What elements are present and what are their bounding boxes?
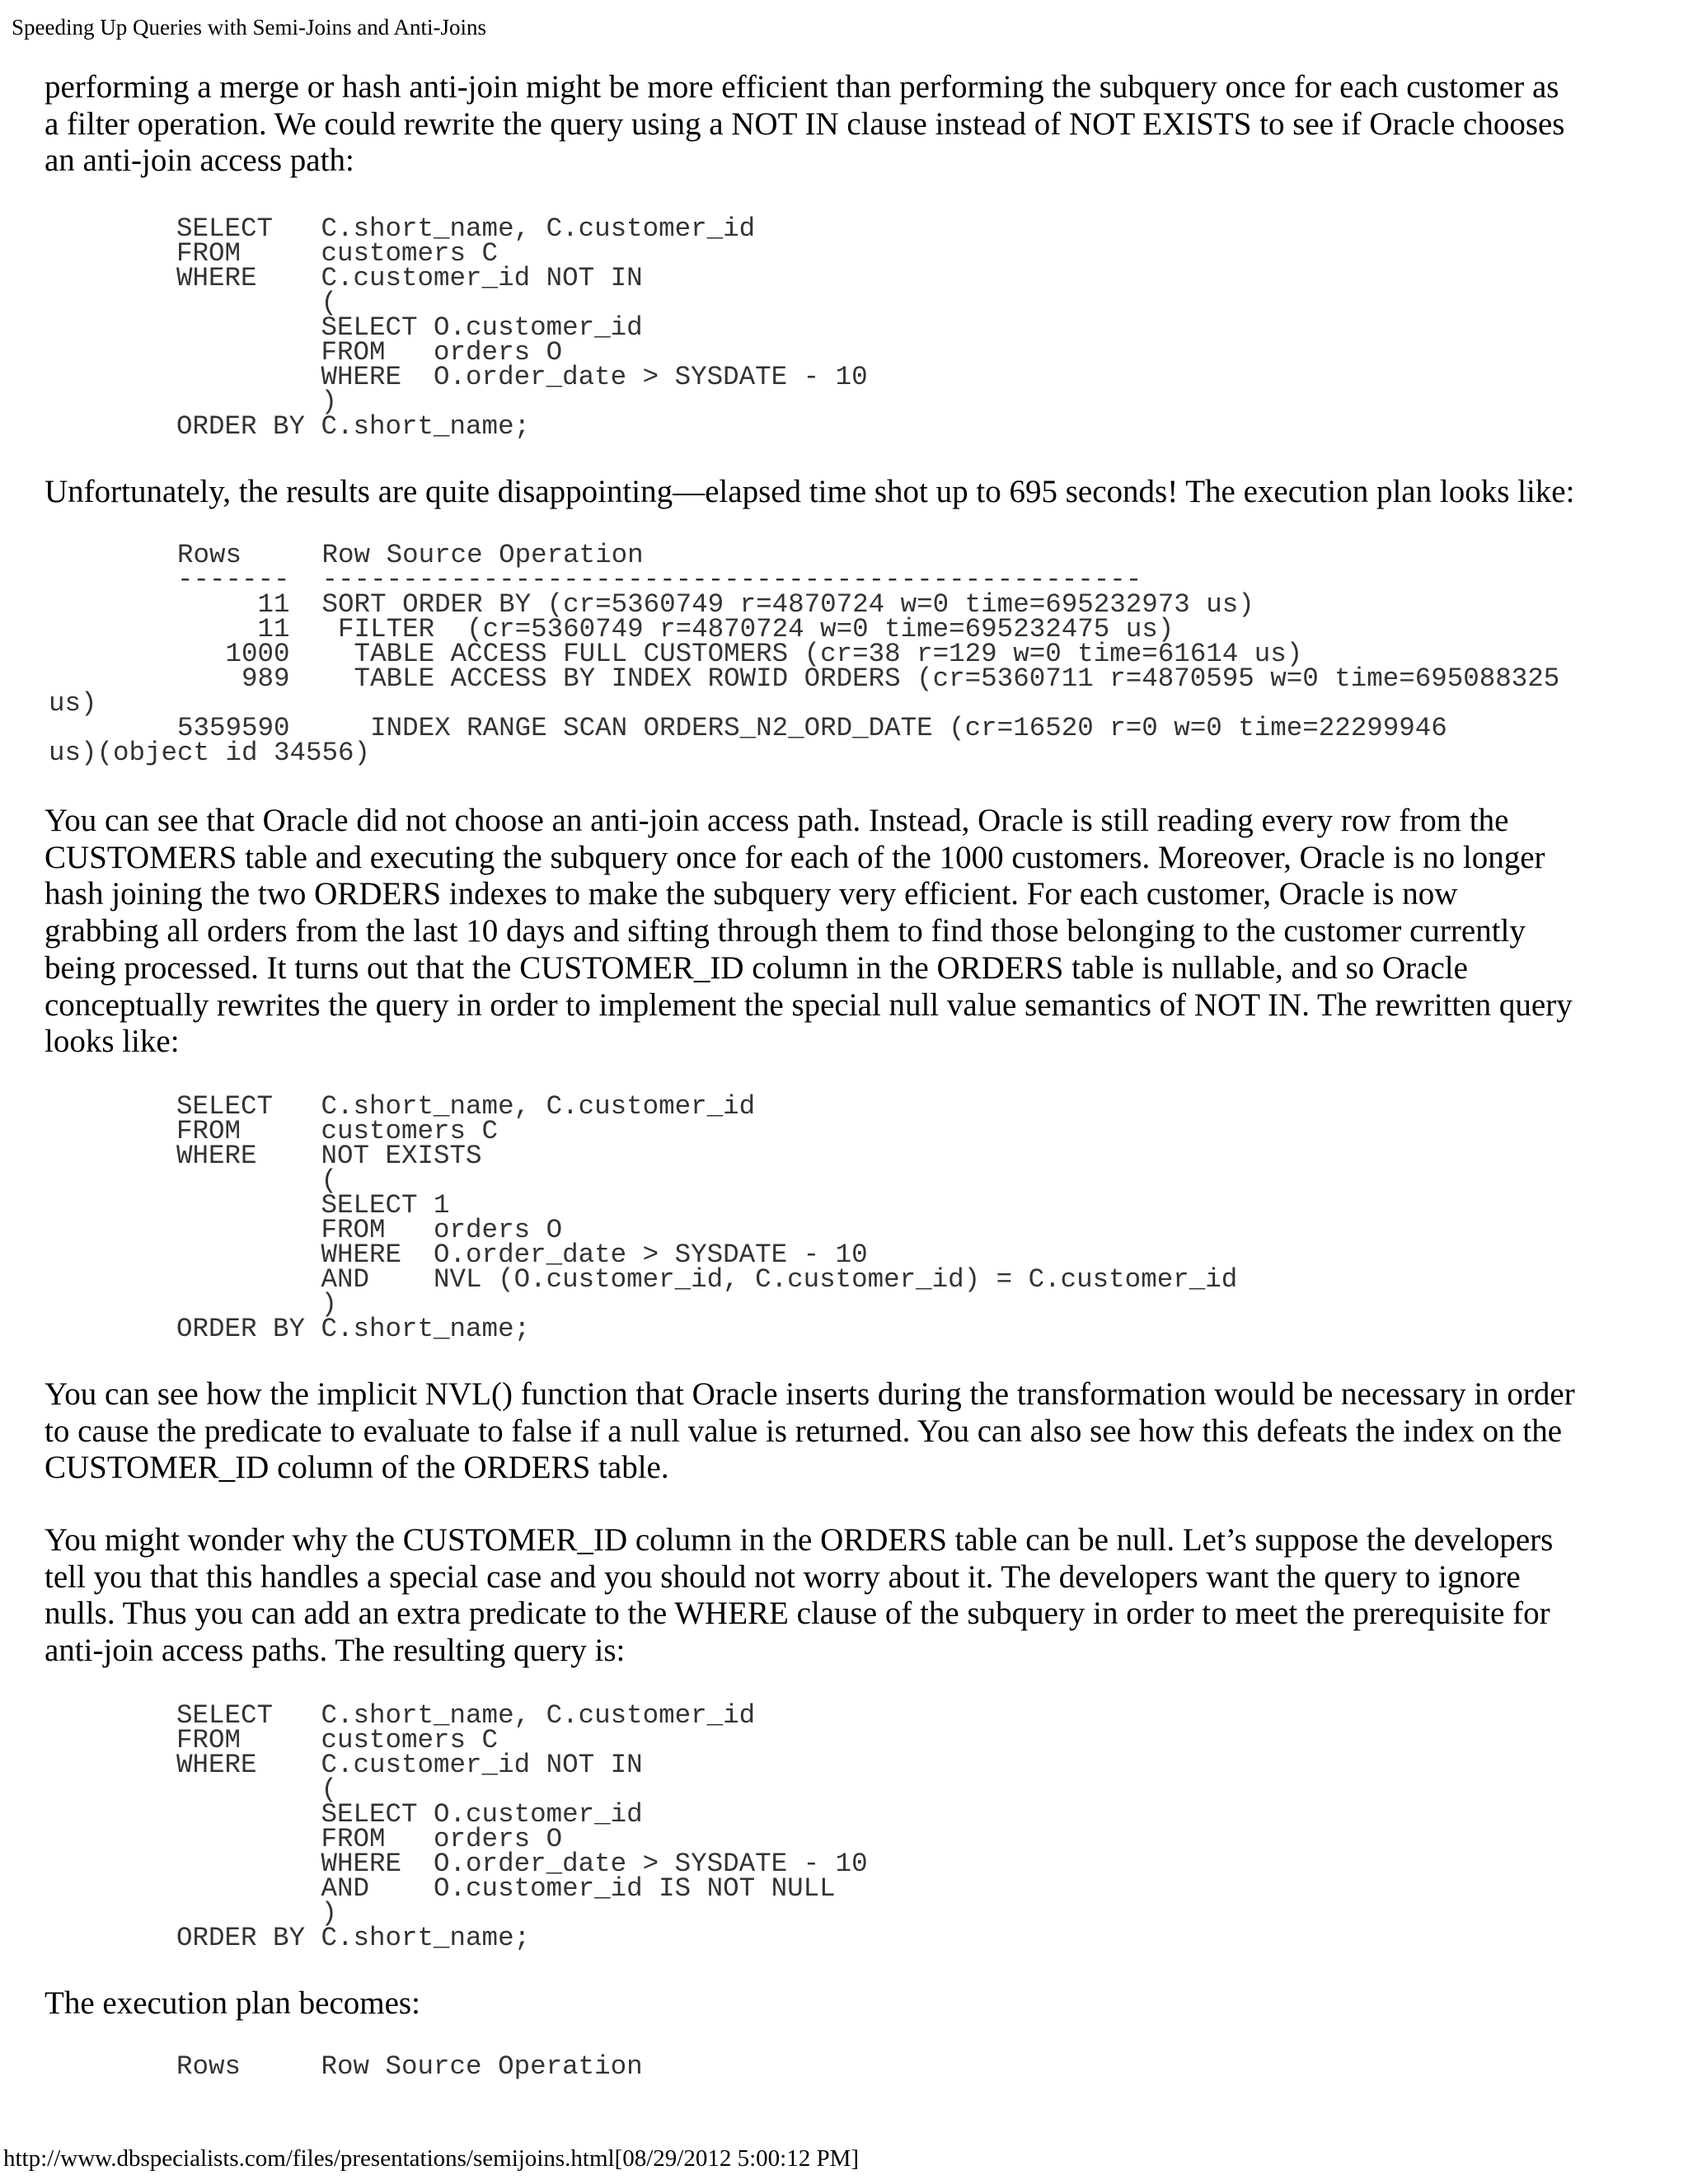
text-line: You might wonder why the CUSTOMER_ID column in the ORDERS table can be null. Let’s suppose the developers [45,1522,1554,1558]
code-block-execution-plan-filter: Rows Row Source Operation ------- --------------------------------------------------- 11 SORT ORDER BY (cr=5360749 r=4870724 w=0 time=695232973 us) 11 FILTER (cr=5360749 r=4870724 w=0 time=695232475 us) 1000 TABLE ACCESS FULL CUSTOMERS (cr=38 r=129 w=0 time=61614 us) 989 TABLE ACCESS BY INDEX ROWID ORDERS (cr=5360711 r=4870595 w=0 time=695088325 us) 5359590 INDEX RANGE SCAN ORDERS_N2_ORD_DATE (cr=16520 r=0 w=0 time=22299946 us)(object id 34556) [49,540,1560,768]
text-line: You can see how the implicit NVL() function that Oracle inserts during the transformation would be necessary in order [45,1376,1575,1412]
text-line: being processed. It turns out that the CUSTOMER_ID column in the ORDERS table is nullable, and so Oracle [45,949,1468,986]
text-line: to cause the predicate to evaluate to false if a null value is returned. You can also see how this defeats the index on the [45,1413,1563,1449]
code-block-not-in-query: SELECT C.short_name, C.customer_id FROM customers C WHERE C.customer_id NOT IN ( SELECT O.customer_id FROM orders O WHERE O.order_date > SYSDATE - 10 ) ORDER BY C.short_name; [176,213,868,442]
text-line: CUSTOMER_ID column of the ORDERS table. [45,1450,669,1486]
text-line: You can see that Oracle did not choose an anti-join access path. Instead, Oracle is still reading every row from the [45,803,1509,838]
page-header-title: Speeding Up Queries with Semi-Joins and Anti-Joins [12,15,486,40]
paragraph-plan-becomes [45,1985,1660,2022]
paragraph-implicit-nvl [45,1376,1660,1487]
code-block-rewritten-query: SELECT C.short_name, C.customer_id FROM customers C WHERE NOT EXISTS ( SELECT 1 FROM orders O WHERE O.order_date > SYSDATE - 10 AND NVL (O.customer_id, C.customer_id) = C.customer_id ) ORDER BY C.short_name; [176,1091,1238,1344]
paragraph-no-anti-join [45,803,1660,1061]
text-line: tell you that this handles a special case and you should not worry about it. The developers want the query to ignore [45,1558,1521,1595]
page-footer-url: http://www.dbspecialists.com/files/presentations/semijoins.html[08/29/2012 5:00:12 PM] [3,2145,860,2172]
paragraph-disappointing-results [45,474,1660,511]
text-line: nulls. Thus you can add an extra predicate to the WHERE clause of the subquery in order to meet the prerequisite for [45,1596,1550,1632]
paragraph-nullable-column [45,1522,1660,1670]
text-line: an anti-join access path: [45,143,354,179]
code-block-not-null-query: SELECT C.short_name, C.customer_id FROM customers C WHERE C.customer_id NOT IN ( SELECT O.customer_id FROM orders O WHERE O.order_date > SYSDATE - 10 AND O.customer_id IS NOT NULL ) ORDER BY C.short_name; [176,1700,868,1953]
text-line: conceptually rewrites the query in order to implement the special null value semantics of NOT IN. The rewritten query [45,987,1573,1023]
text-line: grabbing all orders from the last 10 days and sifting through them to find those belonging to the customer currently [45,913,1526,949]
text-line: anti-join access paths. The resulting query is: [45,1633,626,1669]
paragraph-intro [45,69,1660,180]
text-line: hash joining the two ORDERS indexes to make the subquery very efficient. For each customer, Oracle is now [45,876,1458,912]
text-line: CUSTOMERS table and executing the subquery once for each of the 1000 customers. Moreover, Oracle is no longer [45,839,1545,875]
text-line: The execution plan becomes: [45,1985,420,2021]
text-line: looks like: [45,1024,180,1060]
text-line: performing a merge or hash anti-join might be more efficient than performing the subquery once for each customer as [45,69,1559,105]
code-block-execution-plan-header: Rows Row Source Operation [176,2051,643,2082]
text-line: a filter operation. We could rewrite the query using a NOT IN clause instead of NOT EXISTS to see if Oracle chooses [45,105,1565,142]
text-line: Unfortunately, the results are quite disappointing—elapsed time shot up to 695 seconds! The execution plan looks like: [45,474,1575,509]
